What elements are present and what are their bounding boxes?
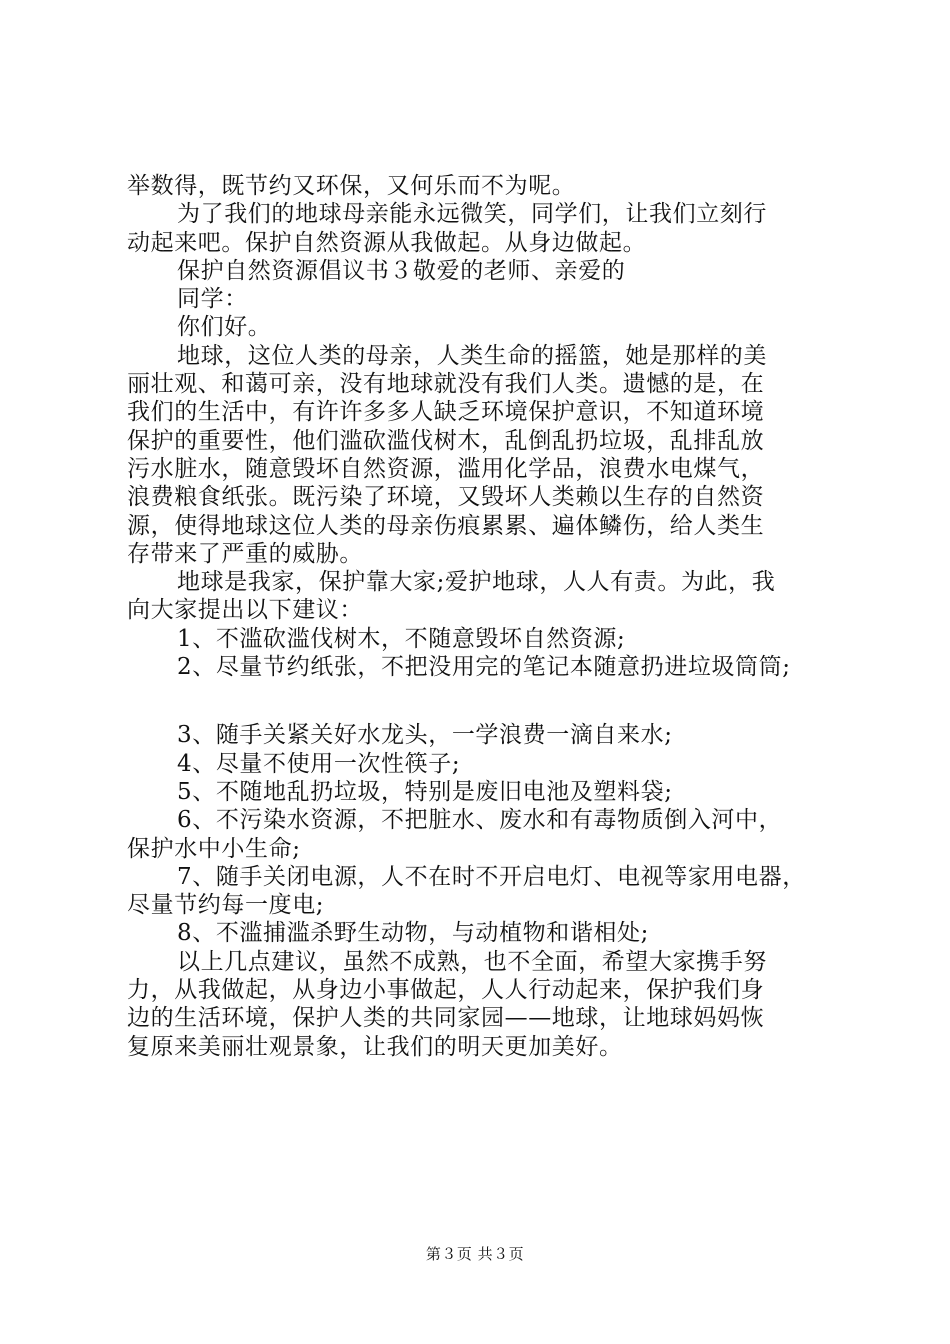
text-line: 丽壮观、和蔼可亲，没有地球就没有我们人类。遗憾的是，在 [127,371,765,398]
text-line: 3、随手关紧关好水龙头，一学浪费一滴自来水; [177,722,673,749]
text-line: 存带来了严重的威胁。 [127,540,363,567]
text-line: 复原来美丽壮观景象，让我们的明天更加美好。 [127,1033,623,1060]
text-line: 地球是我家，保护靠大家;爱护地球，人人有责。为此，我 [177,569,776,596]
text-line: 保护自然资源倡议书３敬爱的老师、亲爱的 [177,257,626,284]
page-footer: 第３页 共３页 [425,1245,525,1263]
text-line: 尽量节约每一度电; [127,892,325,919]
text-line: 5、不随地乱扔垃圾，特别是废旧电池及塑料袋; [177,778,673,805]
text-line: 保护的重要性，他们滥砍滥伐树木，乱倒乱扔垃圾，乱排乱放 [127,427,765,454]
text-line: 我们的生活中，有许许多多人缺乏环境保护意识，不知道环境 [127,399,765,426]
text-line: 7、随手关闭电源，人不在时不开启电灯、电视等家用电器， [177,863,806,890]
text-line: 6、不污染水资源，不把脏水、废水和有毒物质倒入河中， [177,807,783,834]
text-line: 源，使得地球这位人类的母亲伤痕累累、遍体鳞伤，给人类生 [127,512,765,539]
text-line: 1、不滥砍滥伐树木，不随意毁坏自然资源; [177,625,626,652]
text-line: 浪费粮食纸张。既污染了环境，又毁坏人类赖以生存的自然资 [127,484,765,511]
text-line: 保护水中小生命; [127,835,301,862]
text-line: 8、不滥捕滥杀野生动物，与动植物和谐相处; [177,920,649,947]
text-line: 举数得，既节约又环保，又何乐而不为呢。 [127,173,576,199]
document-body [127,172,833,1061]
text-line: 污水脏水，随意毁坏自然资源，滥用化学品，浪费水电煤气， [127,455,765,482]
text-line: 同学： [177,286,248,313]
text-line: 2、尽量节约纸张，不把没用完的笔记本随意扔进垃圾筒筒; [177,654,791,681]
text-line: 以上几点建议，虽然不成熟，也不全面，希望大家携手努 [177,948,767,975]
text-line: 为了我们的地球母亲能永远微笑，同学们，让我们立刻行 [177,201,767,228]
text-line: 4、尽量不使用一次性筷子; [177,750,461,777]
text-line: 你们好。 [177,314,272,341]
text-line: 力，从我做起，从身边小事做起，人人行动起来，保护我们身 [127,977,765,1004]
text-line: 地球，这位人类的母亲，人类生命的摇篮，她是那样的美 [177,342,767,369]
text-line: 边的生活环境，保护人类的共同家园——地球，让地球妈妈恢 [127,1005,765,1032]
text-line [127,681,833,721]
text-line: 动起来吧。保护自然资源从我做起。从身边做起。 [127,229,647,256]
text-line: 向大家提出以下建议： [127,597,363,624]
